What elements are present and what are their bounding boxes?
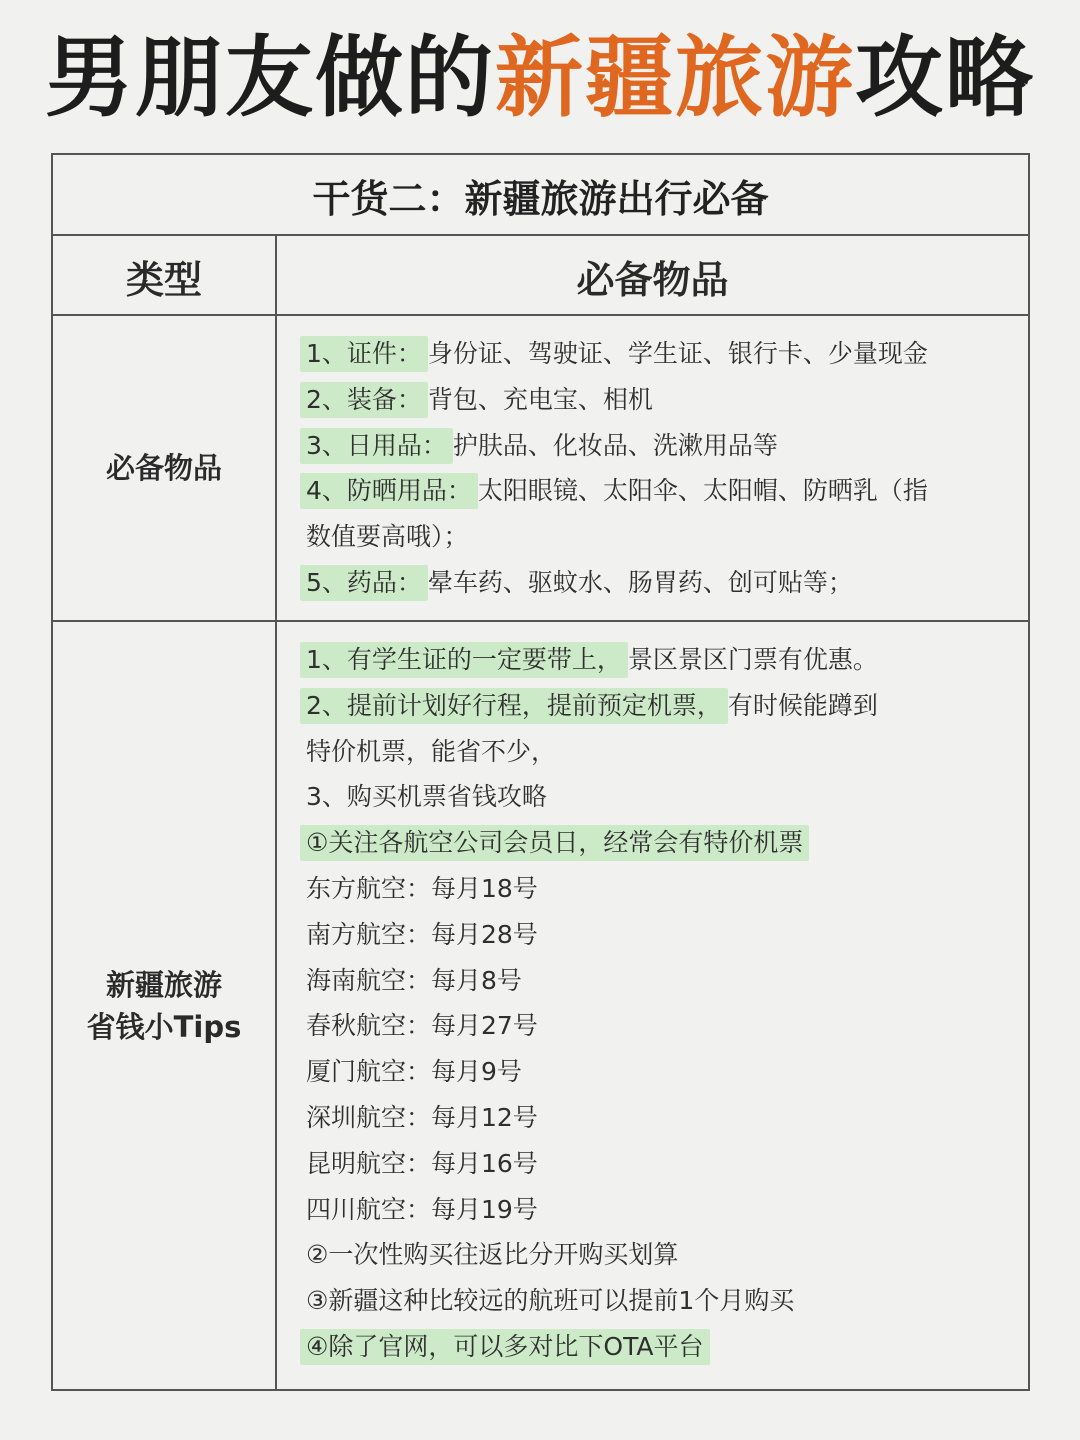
highlighted-label: 2、提前计划好行程，提前预定机票， (300, 688, 728, 724)
highlighted-label: 1、证件： (300, 336, 428, 372)
tips-category-line1: 新疆旅游 (105, 967, 222, 1002)
item-text: 数值要高哦）； (306, 522, 469, 552)
item-text: 昆明航空：每月16号 (306, 1148, 538, 1178)
item-text: 护肤品、化妆品、洗漱用品等 (452, 430, 778, 460)
list-item (306, 468, 1004, 514)
tips-list (306, 637, 1004, 1370)
list-item (306, 331, 1004, 377)
list-item (306, 560, 1004, 606)
list-item (306, 1278, 1004, 1324)
list-item (306, 912, 1004, 958)
essentials-category (53, 316, 275, 620)
travel-checklist-table (51, 153, 1030, 1391)
highlighted-label: 5、药品： (300, 565, 428, 601)
item-text: 特价机票，能省不少， (306, 736, 557, 766)
item-text: 太阳眼镜、太阳伞、太阳帽、防晒乳（指 (477, 476, 928, 506)
item-text: 厦门航空：每月9号 (306, 1057, 522, 1087)
title-suffix: 攻略 (855, 26, 1036, 129)
item-text: 南方航空：每月28号 (306, 919, 538, 949)
item-text: 有时候能蹲到 (727, 690, 878, 720)
highlighted-label: ④除了官网，可以多对比下OTA平台 (300, 1329, 710, 1365)
highlighted-label: ①关注各航空公司会员日，经常会有特价机票 (300, 825, 809, 861)
title-prefix: 男朋友做的 (44, 26, 495, 129)
header-type: 类型 (125, 257, 202, 302)
item-text: ③新疆这种比较远的航班可以提前1个月购买 (306, 1286, 795, 1316)
list-item (306, 1232, 1004, 1278)
table-title: 干货二：新疆旅游出行必备 (312, 177, 769, 221)
title-accent: 新疆旅游 (494, 26, 855, 129)
item-text: 景区景区门票有优惠。 (627, 645, 878, 674)
highlighted-label: 3、日用品： (300, 428, 453, 464)
item-text: 3、购买机票省钱攻略 (306, 782, 547, 812)
item-text: 四川航空：每月19号 (306, 1194, 538, 1224)
list-item (306, 637, 1004, 683)
highlighted-label: 2、装备： (300, 382, 428, 418)
tips-row (53, 622, 1028, 1389)
header-items: 必备物品 (576, 257, 729, 302)
essentials-row (53, 316, 1028, 622)
item-text: 晕车药、驱蚊水、肠胃药、创可贴等； (427, 567, 853, 597)
highlighted-label: 4、防晒用品： (300, 473, 478, 509)
table-header-row (53, 236, 1028, 316)
tips-category (53, 622, 275, 1389)
list-item (306, 514, 1004, 560)
item-text: 春秋航空：每月27号 (306, 1011, 538, 1041)
list-item (306, 729, 1004, 775)
page-title (0, 22, 1080, 134)
list-item (306, 1095, 1004, 1141)
list-item (306, 958, 1004, 1004)
item-text: 海南航空：每月8号 (306, 965, 522, 995)
item-text: ②一次性购买往返比分开购买划算 (306, 1240, 679, 1270)
list-item (306, 774, 1004, 820)
column-divider (275, 236, 277, 1389)
list-item (306, 1187, 1004, 1233)
item-text: 背包、充电宝、相机 (427, 384, 653, 414)
list-item (306, 866, 1004, 912)
list-item (306, 820, 1004, 866)
list-item (306, 423, 1004, 469)
list-item (306, 1141, 1004, 1187)
essentials-category-label: 必备物品 (105, 451, 222, 485)
item-text: 深圳航空：每月12号 (306, 1102, 538, 1132)
list-item (306, 377, 1004, 423)
list-item (306, 1049, 1004, 1095)
list-item (306, 683, 1004, 729)
essentials-list (306, 331, 1004, 606)
list-item (306, 1003, 1004, 1049)
table-title-row (53, 155, 1028, 236)
list-item (306, 1324, 1004, 1370)
item-text: 东方航空：每月18号 (306, 873, 538, 903)
highlighted-label: 1、有学生证的一定要带上， (300, 642, 628, 678)
item-text: 身份证、驾驶证、学生证、银行卡、少量现金 (427, 339, 928, 368)
tips-category-line2: 省钱小Tips (86, 1009, 242, 1044)
